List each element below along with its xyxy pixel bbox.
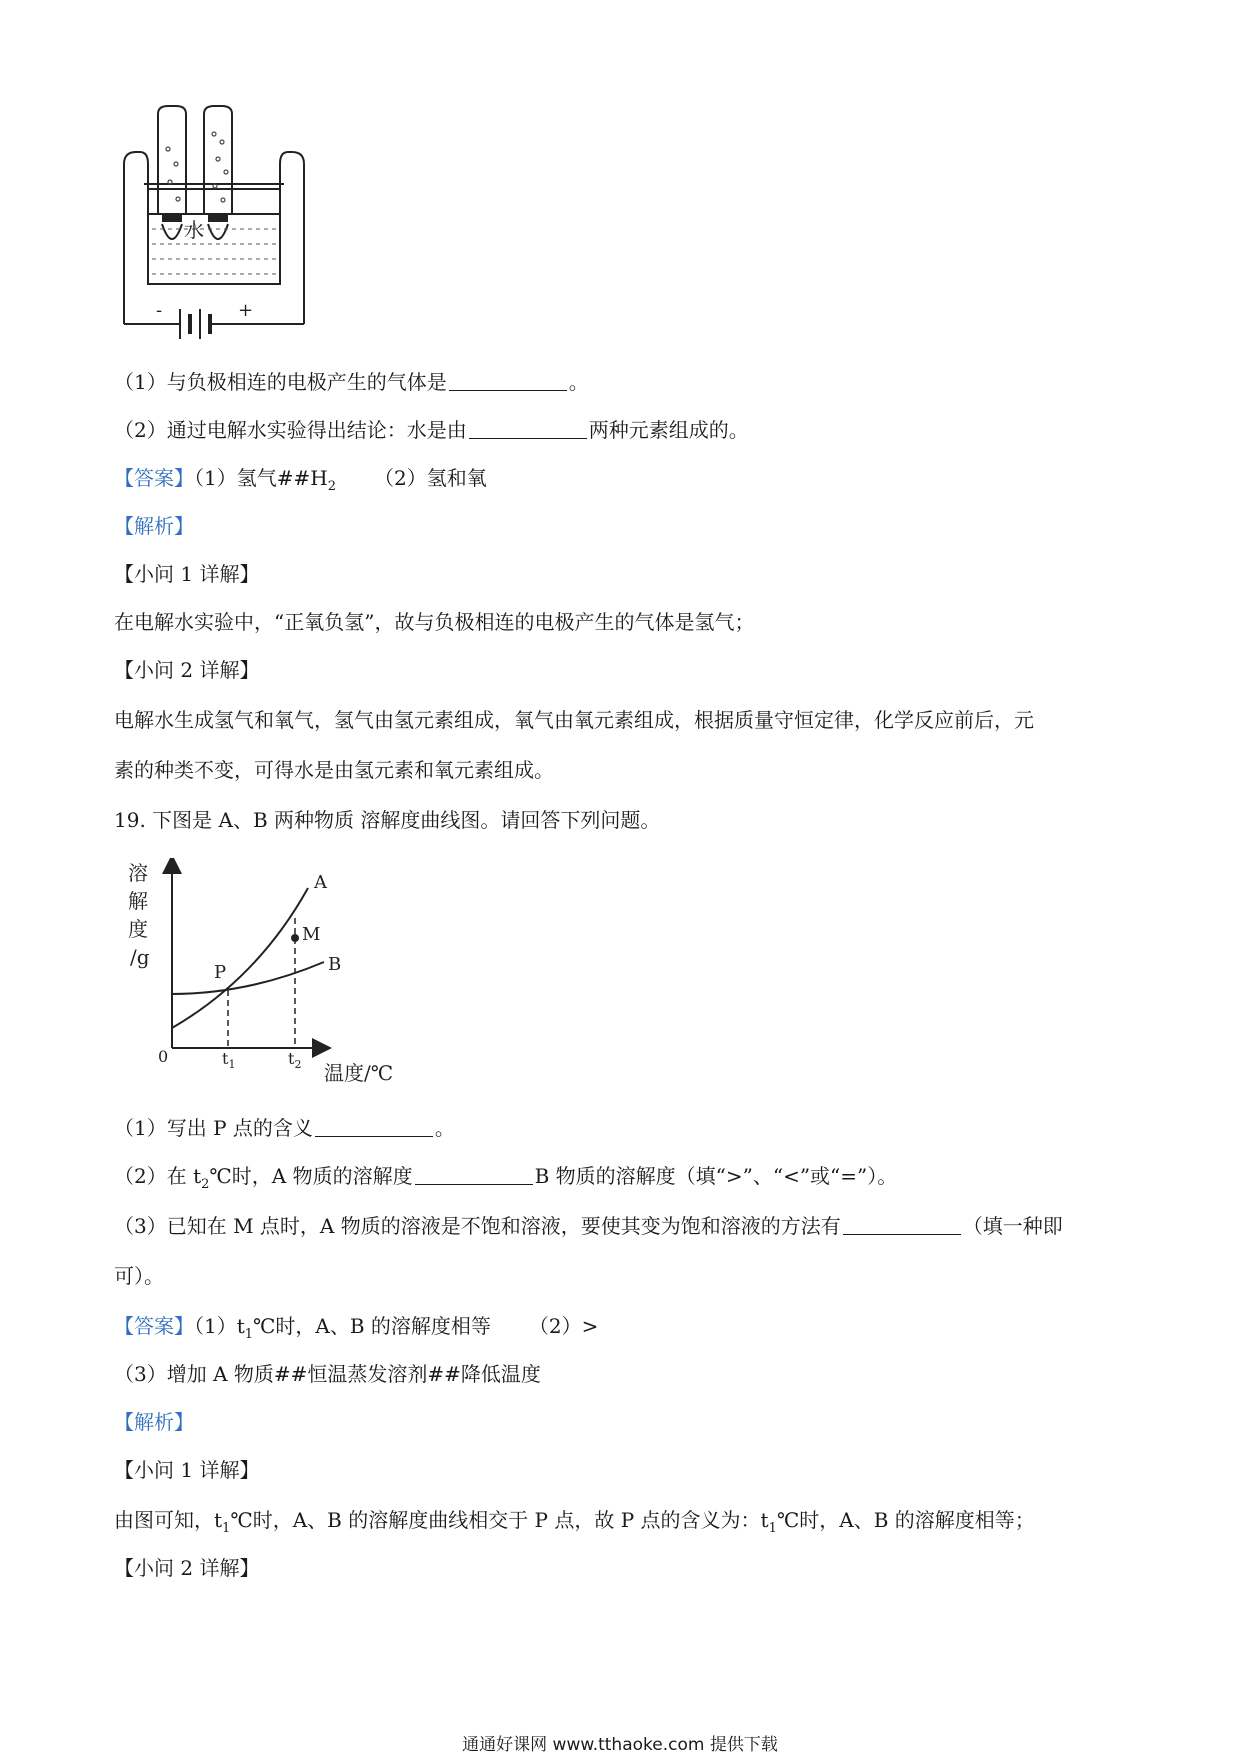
y-label-4: /g — [130, 945, 150, 969]
q19-answer: 【答案】$(1)t_1℃$时，A、B 的溶解度相等 （2）> — [114, 1314, 599, 1342]
curve-b — [172, 962, 324, 994]
q19-detail1-title: 【小问 1 详解】 — [114, 1458, 260, 1482]
y-label-1: 溶 — [128, 861, 148, 885]
point-p-label: P — [214, 962, 227, 983]
q19-sub2: （2）在 $t_2℃$时，A 物质的溶解度 B 物质的溶解度（填“>”、“<”或“=”）。 — [114, 1164, 898, 1192]
water-label: 水 — [184, 218, 204, 242]
solubility-chart — [118, 858, 408, 1094]
q19-analysis-tag: 【解析】 — [114, 1410, 194, 1434]
q18-sub1: （1）与负极相连的电极产生的气体是 。 — [114, 370, 589, 394]
q19-answer3: （3）增加 A 物质##恒温蒸发溶剂##降低温度 — [114, 1362, 541, 1386]
curve-b-label: B — [328, 954, 342, 975]
minus-sign: - — [156, 300, 163, 321]
q18-detail1-title: 【小问 1 详解】 — [114, 562, 260, 586]
y-label-2: 解 — [128, 889, 148, 913]
origin-label: 0 — [158, 1047, 169, 1066]
q18-detail2-text-b: 素的种类不变，可得水是由氢元素和氧元素组成。 — [114, 758, 554, 782]
t1-label: $t_1$ — [222, 1049, 236, 1071]
curve-a-label: A — [314, 872, 327, 893]
page-footer: 通通好课网 www.tthaoke.com 提供下载 — [462, 1735, 778, 1755]
q18-detail1-text: 在电解水实验中，“正氧负氢”，故与负极相连的电极产生的气体是氢气； — [114, 610, 755, 634]
plus-sign: + — [238, 300, 254, 321]
t2-label: $t_2$ — [288, 1049, 302, 1071]
q19-detail1-text: 由图可知，$t_1℃$时，A、B 的溶解度曲线相交于 P 点，故 P 点的含义为：$t_1℃$时，A、B 的溶解度相等； — [114, 1508, 1035, 1536]
q19-stem: 19. 下图是 A、B 两种物质 溶解度曲线图。请回答下列问题。 — [114, 808, 661, 832]
q18-detail2-text-a: 电解水生成氢气和氧气，氢气由氢元素组成，氧气由氧元素组成，根据质量守恒定律，化学反应前后，元 — [114, 708, 1034, 732]
q18-sub2: （2）通过电解水实验得出结论：水是由 两种元素组成的。 — [114, 418, 749, 442]
q19-sub3: （3）已知在 M 点时，A 物质的溶液是不饱和溶液，要使其变为饱和溶液的方法有 （填一种即 — [114, 1214, 1063, 1238]
point-m — [291, 934, 299, 942]
q18-detail2-title: 【小问 2 详解】 — [114, 658, 260, 682]
x-axis-label: 温度/℃ — [324, 1061, 394, 1085]
electrolysis-diagram — [118, 104, 318, 344]
q18-answer: 【答案】（1）氢气$\#\#H_2$ （2）氢和氧 — [114, 466, 487, 494]
q19-sub1: （1）写出 P 点的含义 。 — [114, 1116, 455, 1140]
point-m-label: M — [302, 924, 321, 945]
y-label-3: 度 — [128, 917, 148, 941]
q19-detail2-title: 【小问 2 详解】 — [114, 1556, 260, 1580]
curve-a — [172, 888, 308, 1028]
q18-analysis-tag: 【解析】 — [114, 514, 194, 538]
q19-sub3-cont: 可）。 — [114, 1264, 164, 1288]
